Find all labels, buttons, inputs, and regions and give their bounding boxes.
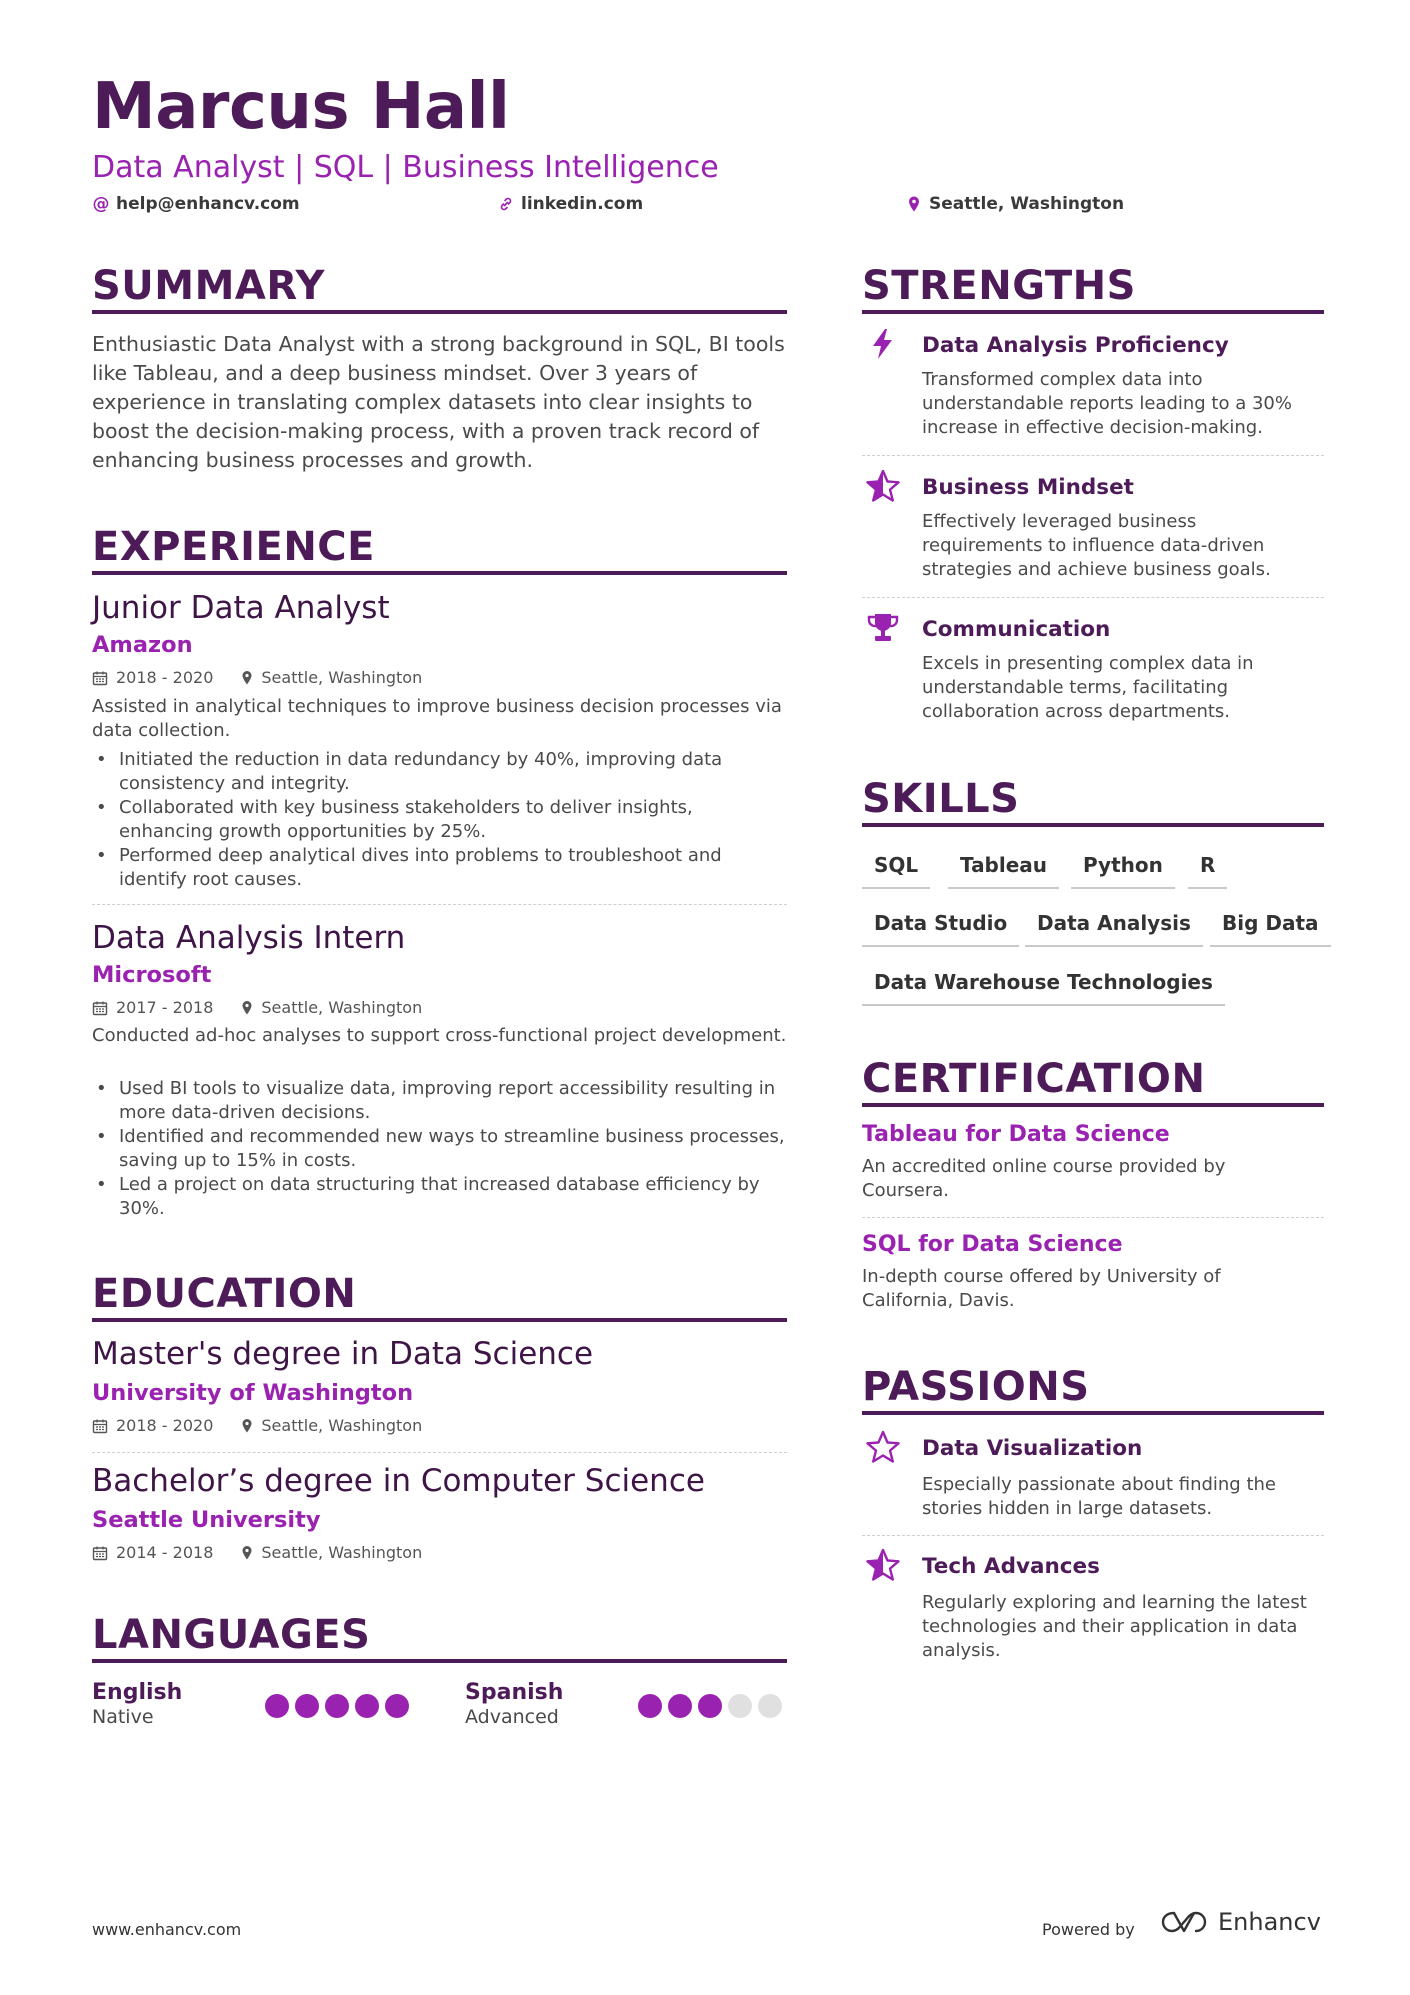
job-description: Assisted in analytical techniques to improve business decision processes via data collection.: [92, 696, 782, 741]
certification-text: An accredited online course provided by Coursera.: [862, 1156, 1226, 1201]
strength-title: Business Mindset: [922, 475, 1134, 500]
trophy-icon: [866, 611, 900, 645]
summary-text: Enthusiastic Data Analyst with a strong background in SQL, BI tools like Tableau, and a deep business mindset. Over 3 years of experience in translating complex datasets into clear insights to boost the decision-making process, with a proven track record of enhancing business processes and growth.: [92, 332, 785, 472]
job-bullet: • Used BI tools to visualize data, improving report accessibility resulting in more data-driven decisions.: [92, 1077, 787, 1125]
certification-name: SQL for Data Science: [862, 1232, 1123, 1257]
rating-dot-filled: [668, 1694, 692, 1718]
language-level: Native: [92, 1706, 154, 1728]
skill-tag: R: [1188, 853, 1227, 889]
skill-tag: Data Studio: [862, 911, 1019, 947]
star-outline-icon: [866, 1430, 900, 1464]
rating-dot-filled: [355, 1694, 379, 1718]
language-rating: [638, 1694, 782, 1718]
certification-text: In-depth course offered by University of California, Davis.: [862, 1266, 1221, 1311]
calendar-icon: [92, 670, 108, 686]
languages-heading: LANGUAGES: [92, 1612, 371, 1658]
lightning-bolt-icon: [866, 327, 900, 361]
dashed-divider: [862, 455, 1324, 456]
dashed-divider: [862, 1535, 1324, 1536]
job-dates: 2018 - 2020: [116, 668, 214, 687]
rating-dot-filled: [638, 1694, 662, 1718]
rating-dot-filled: [265, 1694, 289, 1718]
email-text: help@enhancv.com: [116, 194, 300, 214]
job-meta: [92, 668, 422, 687]
brand-logo[interactable]: [1160, 1908, 1321, 1936]
strength-title: Data Analysis Proficiency: [922, 333, 1229, 358]
education-divider: [92, 1318, 787, 1322]
job-bullet: • Led a project on data structuring that increased database efficiency by 30%.: [92, 1173, 787, 1221]
job-company: Amazon: [92, 632, 193, 658]
certification-divider: [862, 1103, 1324, 1107]
passions-heading: PASSIONS: [862, 1364, 1090, 1410]
job-meta: [92, 998, 422, 1017]
skill-tag: Big Data: [1210, 911, 1331, 947]
passions-divider: [862, 1411, 1324, 1415]
language-name: Spanish: [465, 1680, 564, 1705]
dashed-divider: [92, 1452, 787, 1453]
education-degree: Bachelor’s degree in Computer Science: [92, 1463, 705, 1499]
powered-by-label: Powered by: [1042, 1920, 1135, 1939]
passion-title: Data Visualization: [922, 1436, 1143, 1461]
dashed-divider: [862, 1217, 1324, 1218]
calendar-icon: [92, 1418, 108, 1434]
rating-dot-filled: [385, 1694, 409, 1718]
language-name: English: [92, 1680, 183, 1705]
skills-divider: [862, 823, 1324, 827]
experience-heading: EXPERIENCE: [92, 524, 375, 570]
job-bullet: • Performed deep analytical dives into problems to troubleshoot and identify root causes.: [92, 844, 787, 892]
passion-title: Tech Advances: [922, 1554, 1100, 1579]
dashed-divider: [862, 597, 1324, 598]
passion-text: Especially passionate about finding the stories hidden in large datasets.: [922, 1474, 1276, 1519]
skill-tag: SQL: [862, 853, 930, 889]
strengths-heading: STRENGTHS: [862, 263, 1136, 309]
education-meta: [92, 1543, 422, 1562]
dashed-divider: [92, 904, 787, 905]
language-level: Advanced: [465, 1706, 559, 1728]
languages-divider: [92, 1659, 787, 1663]
skill-tag: Data Analysis: [1025, 911, 1203, 947]
education-dates: 2014 - 2018: [116, 1543, 214, 1562]
job-bullets: [92, 748, 787, 892]
map-pin-icon: [241, 1000, 253, 1016]
job-bullet: • Collaborated with key business stakeholders to deliver insights, enhancing growth opportunities by 25%.: [92, 796, 787, 844]
location-text: Seattle, Washington: [929, 194, 1125, 214]
strength-text: Effectively leveraged business requirements to influence data-driven strategies and achieve business goals.: [922, 511, 1271, 580]
strength-title: Communication: [922, 617, 1111, 642]
education-degree: Master's degree in Data Science: [92, 1336, 594, 1372]
candidate-name: Marcus Hall: [92, 70, 510, 144]
contact-location: [905, 194, 1124, 214]
star-icon: [866, 469, 900, 503]
job-location: Seattle, Washington: [261, 668, 423, 687]
strength-text: Excels in presenting complex data in understandable terms, facilitating collaboration across departments.: [922, 653, 1254, 722]
contact-email[interactable]: [92, 194, 300, 214]
rating-dot-filled: [325, 1694, 349, 1718]
rating-dot-filled: [295, 1694, 319, 1718]
map-pin-icon: [905, 196, 923, 212]
education-location: Seattle, Washington: [261, 1416, 423, 1435]
contact-linkedin[interactable]: [497, 194, 643, 214]
experience-divider: [92, 571, 787, 575]
rating-dot-empty: [758, 1694, 782, 1718]
strengths-divider: [862, 310, 1324, 314]
map-pin-icon: [241, 1418, 253, 1434]
skill-tag: Python: [1071, 853, 1175, 889]
education-heading: EDUCATION: [92, 1271, 357, 1317]
job-description: Conducted ad-hoc analyses to support cross-functional project development.: [92, 1025, 787, 1046]
language-rating: [265, 1694, 409, 1718]
enhancv-logo-icon: [1160, 1909, 1208, 1935]
map-pin-icon: [241, 670, 253, 686]
education-school: University of Washington: [92, 1380, 414, 1406]
rating-dot-filled: [698, 1694, 722, 1718]
skill-tag: Data Warehouse Technologies: [862, 970, 1225, 1006]
job-bullet: • Initiated the reduction in data redundancy by 40%, improving data consistency and integrity.: [92, 748, 787, 796]
education-school: Seattle University: [92, 1507, 321, 1533]
certification-heading: CERTIFICATION: [862, 1056, 1206, 1102]
candidate-tagline: Data Analyst | SQL | Business Intelligence: [92, 150, 719, 185]
summary-divider: [92, 310, 787, 314]
link-icon: [497, 196, 515, 212]
map-pin-icon: [241, 1545, 253, 1561]
job-company: Microsoft: [92, 962, 212, 988]
passion-text: Regularly exploring and learning the latest technologies and their application in data analysis.: [922, 1592, 1307, 1661]
skill-tag: Tableau: [948, 853, 1059, 889]
calendar-icon: [92, 1545, 108, 1561]
skills-heading: SKILLS: [862, 776, 1020, 822]
job-dates: 2017 - 2018: [116, 998, 214, 1017]
summary-heading: SUMMARY: [92, 263, 325, 309]
footer-url[interactable]: www.enhancv.com: [92, 1920, 242, 1939]
rating-dot-empty: [728, 1694, 752, 1718]
calendar-icon: [92, 1000, 108, 1016]
education-meta: [92, 1416, 422, 1435]
job-bullet: • Identified and recommended new ways to streamline business processes, saving up to 15% in costs.: [92, 1125, 787, 1173]
linkedin-text: linkedin.com: [521, 194, 644, 214]
job-bullets: [92, 1077, 787, 1221]
education-location: Seattle, Washington: [261, 1543, 423, 1562]
strength-text: Transformed complex data into understandable reports leading to a 30% increase in effective decision-making.: [922, 369, 1292, 438]
brand-name: Enhancv: [1218, 1908, 1321, 1936]
job-title: Junior Data Analyst: [92, 590, 390, 626]
at-icon: @: [92, 194, 110, 214]
star-half-icon: [866, 1548, 900, 1582]
certification-name: Tableau for Data Science: [862, 1122, 1170, 1147]
job-location: Seattle, Washington: [261, 998, 423, 1017]
education-dates: 2018 - 2020: [116, 1416, 214, 1435]
job-title: Data Analysis Intern: [92, 920, 406, 956]
